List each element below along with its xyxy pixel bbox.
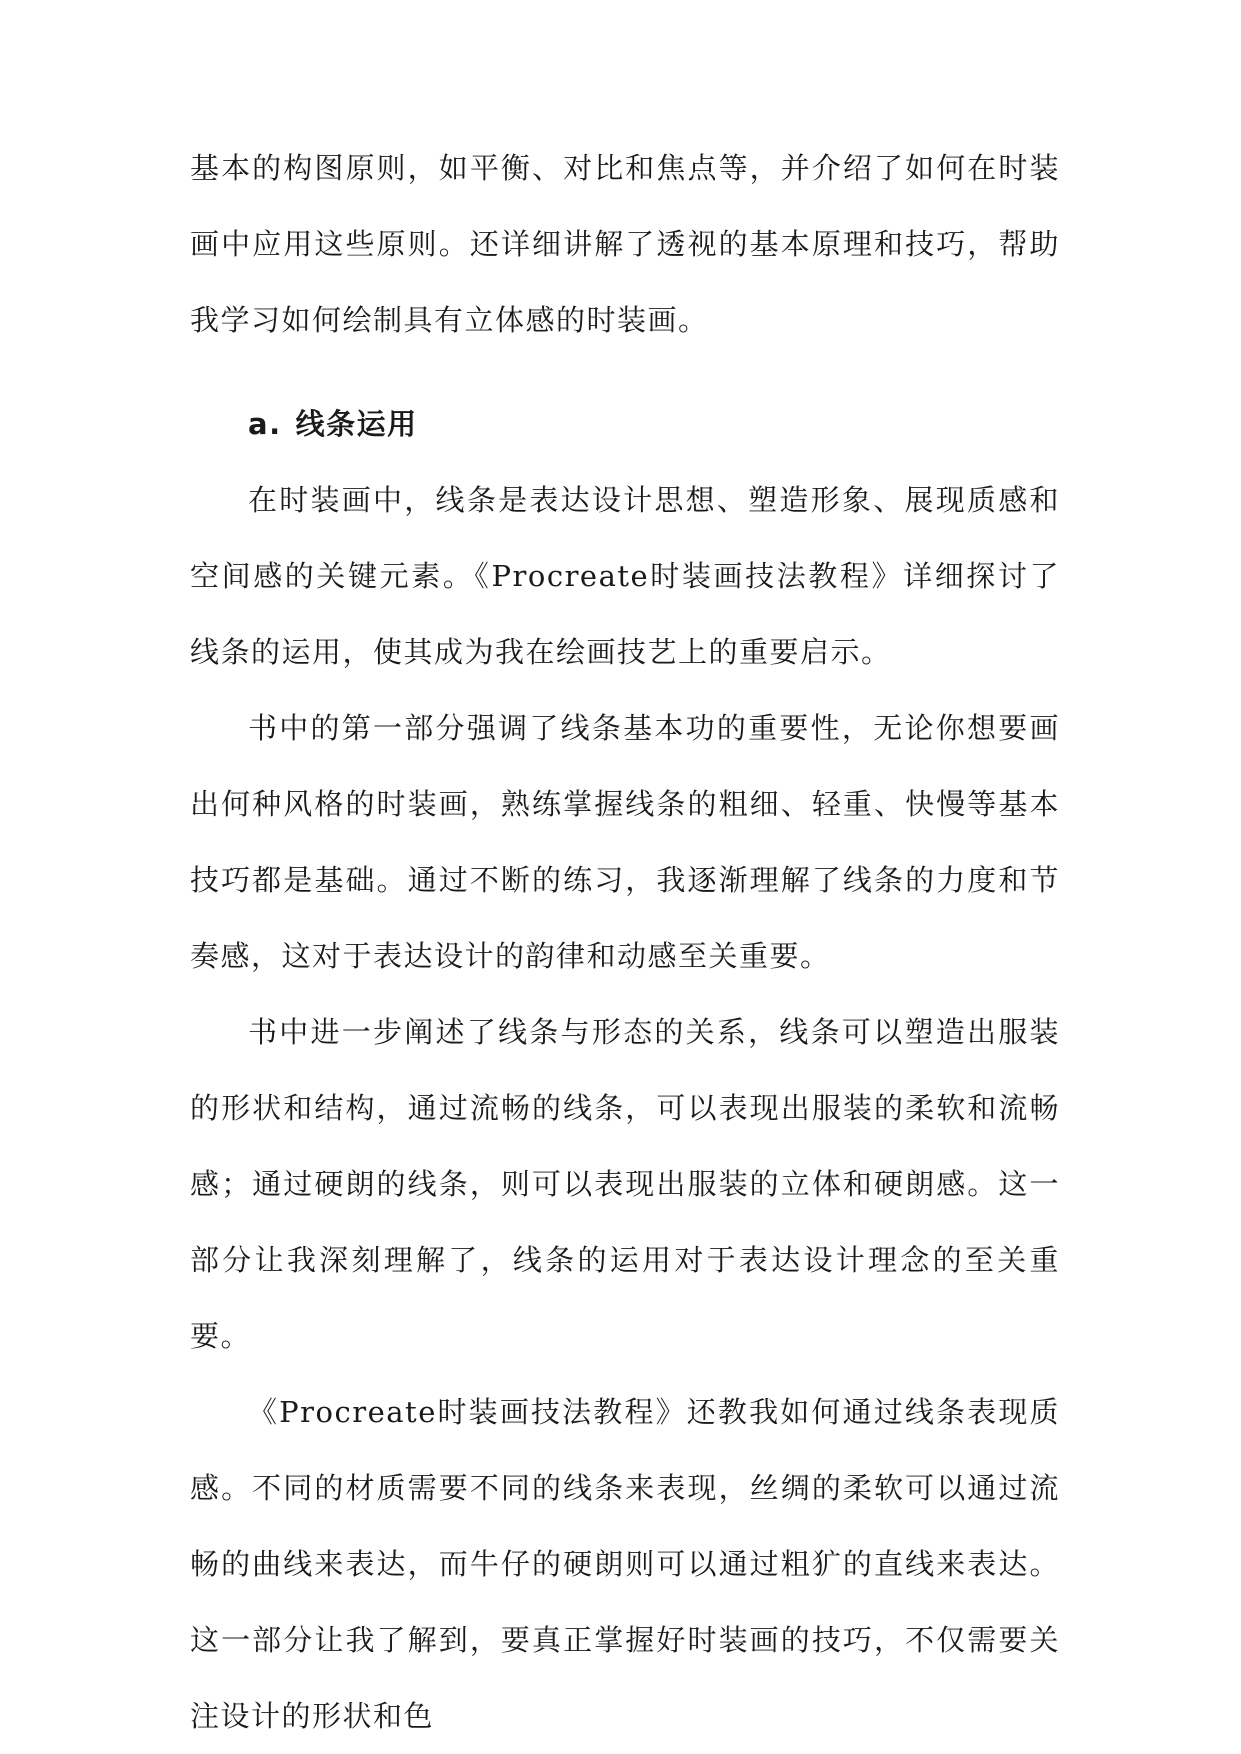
document-body [190,130,1060,1754]
paragraph: 在时装画中，线条是表达设计思想、塑造形象、展现质感和空间感的关键元素。《Procreate时装画技法教程》详细探讨了线条的运用，使其成为我在绘画技艺上的重要启示。 [190,483,1060,669]
paragraph: 《Procreate时装画技法教程》还教我如何通过线条表现质感。不同的材质需要不同的线条来表现，丝绸的柔软可以通过流畅的曲线来表达，而牛仔的硬朗则可以通过粗犷的直线来表达。这一部分让我了解到，要真正掌握好时装画的技巧，不仅需要关注设计的形状和色 [190,1395,1060,1733]
paragraph-continuation: 基本的构图原则，如平衡、对比和焦点等，并介绍了如何在时装画中应用这些原则。还详细讲解了透视的基本原理和技巧，帮助我学习如何绘制具有立体感的时装画。 [190,151,1060,337]
paragraph: 书中的第一部分强调了线条基本功的重要性，无论你想要画出何种风格的时装画，熟练掌握线条的粗细、轻重、快慢等基本技巧都是基础。通过不断的练习，我逐渐理解了线条的力度和节奏感，这对于表达设计的韵律和动感至关重要。 [190,711,1060,973]
paragraph: 书中进一步阐述了线条与形态的关系，线条可以塑造出服装的形状和结构，通过流畅的线条，可以表现出服装的柔软和流畅感；通过硬朗的线条，则可以表现出服装的立体和硬朗感。这一部分让我深刻理解了，线条的运用对于表达设计理念的至关重要。 [190,1015,1060,1353]
section-marker: a. [248,407,282,441]
section-heading [190,386,1060,462]
section-title: 线条运用 [295,407,418,441]
